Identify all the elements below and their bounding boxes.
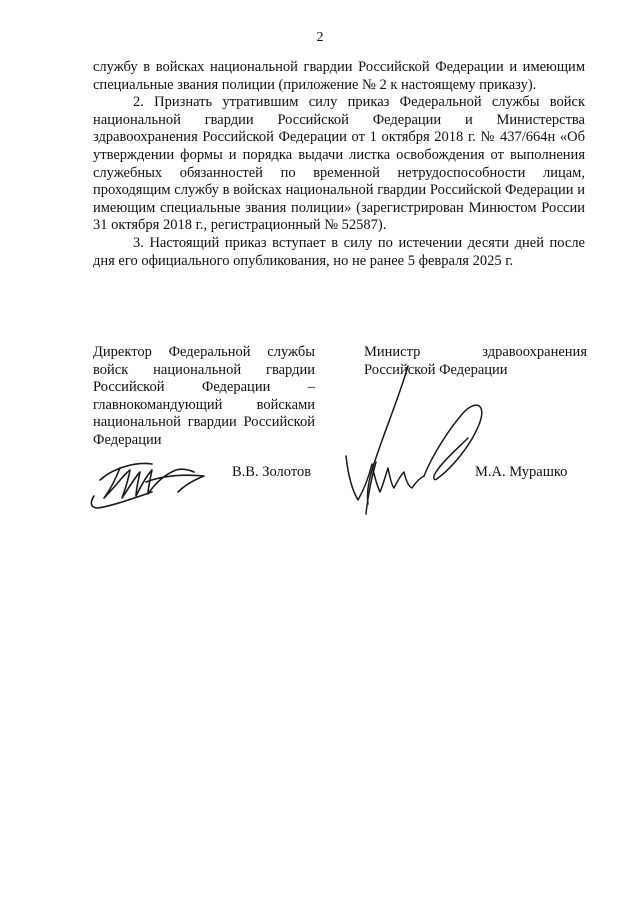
paragraph-continuation: службу в войсках национальной гвардии Российской Федерации и имеющим специальные звания полиции (приложение № 2 к настоящему приказу).	[93, 59, 585, 93]
page-number: 2	[316, 30, 324, 45]
signature-murashko-image	[340, 364, 490, 516]
signatory-right-name: М.А. Мурашко	[475, 464, 568, 480]
signatory-left-name: В.В. Золотов	[232, 464, 312, 480]
signatory-right-title-word-1: Министр	[364, 344, 421, 360]
signature-zolotov-image	[86, 452, 226, 512]
signatory-right-title-word-2: здравоохранения	[482, 344, 587, 360]
paragraph-3: 3. Настоящий приказ вступает в силу по истечении десяти дней после дня его официального опубликования, но не ранее 5 февраля 2025 г.	[93, 234, 585, 269]
signatory-left-title: Директор Федеральной службы войск национальной гвардии Российской Федерации – главнокомандующий войсками национальной гвардии Российской Федерации	[93, 344, 315, 448]
document-body	[93, 59, 585, 270]
paragraph-2: 2. Признать утратившим силу приказ Федеральной службы войск национальной гвардии Российской Федерации и Министерства здравоохранения Российской Федерации от 1 октября 2018 г. № 437/664н «Об утверждении формы и порядка выдачи листка освобождения от выполнения служебных обязанностей по временной нетрудоспособности лицам, проходящим службу в войсках национальной гвардии Российской Федерации и имеющим специальные звания полиции» (зарегистрирован Минюстом России 31 октября 2018 г., регистрационный № 52587).	[93, 94, 585, 234]
signatory-right-title-line-2: Российской Федерации	[364, 361, 508, 378]
signatory-right-title-line-1	[364, 344, 587, 362]
